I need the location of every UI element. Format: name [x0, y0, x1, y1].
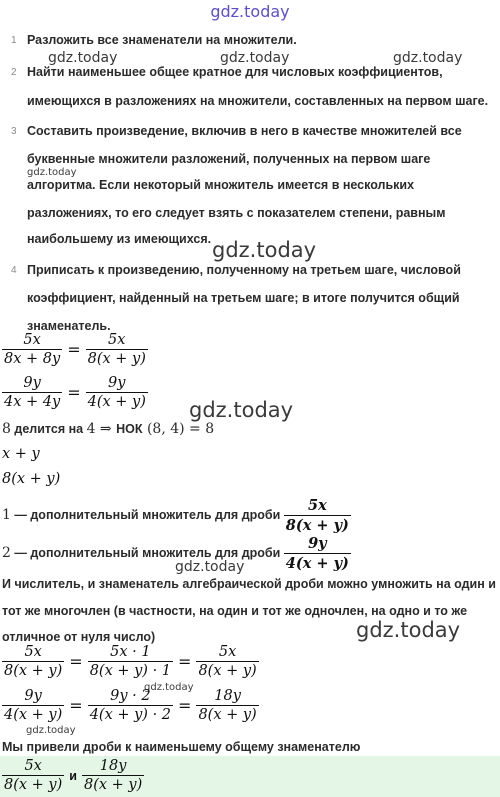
watermark: gdz.today: [356, 618, 461, 642]
step-number: 3: [11, 126, 17, 137]
fraction: $\frac{5x}{8(x + y)}$: [4, 644, 63, 679]
step-text: Составить произведение, включив в него в качестве множителей все: [27, 124, 462, 138]
equation-2: $\frac{9y}{4x + 4y}$ = $\frac{9y}{4(x + y)}$: [4, 375, 146, 410]
step-text: буквенные множители разложений, полученных на первом шаге: [27, 152, 431, 166]
fraction: $\frac{5x}{8x + 8y}$: [4, 332, 61, 367]
watermark: gdz.today: [189, 398, 294, 422]
header-watermark: gdz.today: [210, 2, 290, 21]
rule-text: тот же многочлен (в частности, на один и тот же одночлен, на одно и то же: [2, 604, 468, 618]
fraction: $\frac{5x}{8(x + y)}$: [198, 644, 257, 679]
fraction: $\frac{9y}{4(x + y)}$: [285, 535, 349, 572]
step-text: имеющихся в разложениях на множители, составленных на первом шаге.: [27, 94, 489, 108]
watermark: gdz.today: [212, 238, 317, 262]
fraction: $\frac{9y}{4(x + y)}$: [4, 688, 63, 723]
additional-factor-2: 2 — дополнительный множитель для дроби $\frac{9y}{4(x + y)}$: [2, 535, 349, 572]
step-number: 2: [11, 67, 17, 78]
equation-3: $\frac{5x}{8(x + y)}$ = $\frac{5x \cdot 1}{8(x + y) \cdot 1}$ = $\frac{5x}{8(x + y)}$: [4, 644, 257, 679]
fraction: $\frac{5x}{8(x + y)}$: [285, 497, 349, 534]
watermark: gdz.today: [393, 50, 463, 66]
conjunction: и: [69, 768, 77, 783]
fraction: $\frac{18y}{8(x + y)}$: [83, 758, 143, 793]
fraction: $\frac{9y}{4x + 4y}$: [4, 375, 61, 410]
step-number: 1: [11, 35, 17, 46]
step-text: Приписать к произведению, полученному на третьем шаге, числовой: [27, 263, 461, 277]
watermark: gdz.today: [175, 559, 245, 575]
watermark: gdz.today: [220, 50, 290, 66]
watermark: gdz.today: [144, 682, 194, 693]
equation-4: $\frac{9y}{4(x + y)}$ = $\frac{9y \cdot 2}{4(x + y) \cdot 2}$ = $\frac{18y}{8(x + y)}$: [4, 688, 257, 723]
step-text: разложениях, то его следует взять с показателем степени, равным: [27, 206, 446, 220]
final-answer: [2, 758, 144, 793]
watermark: gdz.today: [27, 167, 77, 178]
fraction: $\frac{5x}{8(x + y)}$: [4, 758, 63, 793]
step-text: наибольшему из имеющихся.: [27, 232, 212, 246]
step-text: коэффициент, найденный на третьем шаге; в итоге получится общий: [27, 291, 460, 305]
fraction: $\frac{18y}{8(x + y)}$: [198, 688, 257, 723]
expression-x-plus-y: x + y: [2, 446, 40, 462]
step-text: Разложить все знаменатели на множители.: [27, 33, 297, 47]
lcm-statement: 8 делится на 4 ⇒ НОК (8, 4) = 8: [2, 421, 215, 437]
expression-common-denominator: 8(x + y): [2, 471, 61, 487]
fraction: $\frac{9y \cdot 2}{4(x + y) \cdot 2}$: [89, 688, 172, 723]
conclusion-text: Мы привели дроби к наименьшему общему знаменателю: [2, 740, 361, 754]
fraction: $\frac{9y}{4(x + y)}$: [87, 375, 146, 410]
step-text: алгоритма. Если некоторый множитель имеется в нескольких: [27, 178, 415, 192]
step-text: Найти наименьшее общее кратное для числовых коэффициентов,: [27, 65, 443, 79]
rule-text: отличное от нуля число): [2, 630, 156, 644]
equation-1: $\frac{5x}{8x + 8y}$ = $\frac{5x}{8(x + y)}$: [4, 332, 146, 367]
fraction: $\frac{5x \cdot 1}{8(x + y) \cdot 1}$: [89, 644, 172, 679]
fraction: $\frac{5x}{8(x + y)}$: [87, 332, 146, 367]
step-text: знаменатель.: [27, 319, 111, 333]
watermark: gdz.today: [26, 725, 76, 736]
additional-factor-1: 1 — дополнительный множитель для дроби $\frac{5x}{8(x + y)}$: [2, 497, 349, 534]
step-number: 4: [11, 265, 17, 276]
watermark: gdz.today: [48, 50, 118, 66]
rule-text: И числитель, и знаменатель алгебраической дроби можно умножить на один и: [2, 577, 496, 591]
